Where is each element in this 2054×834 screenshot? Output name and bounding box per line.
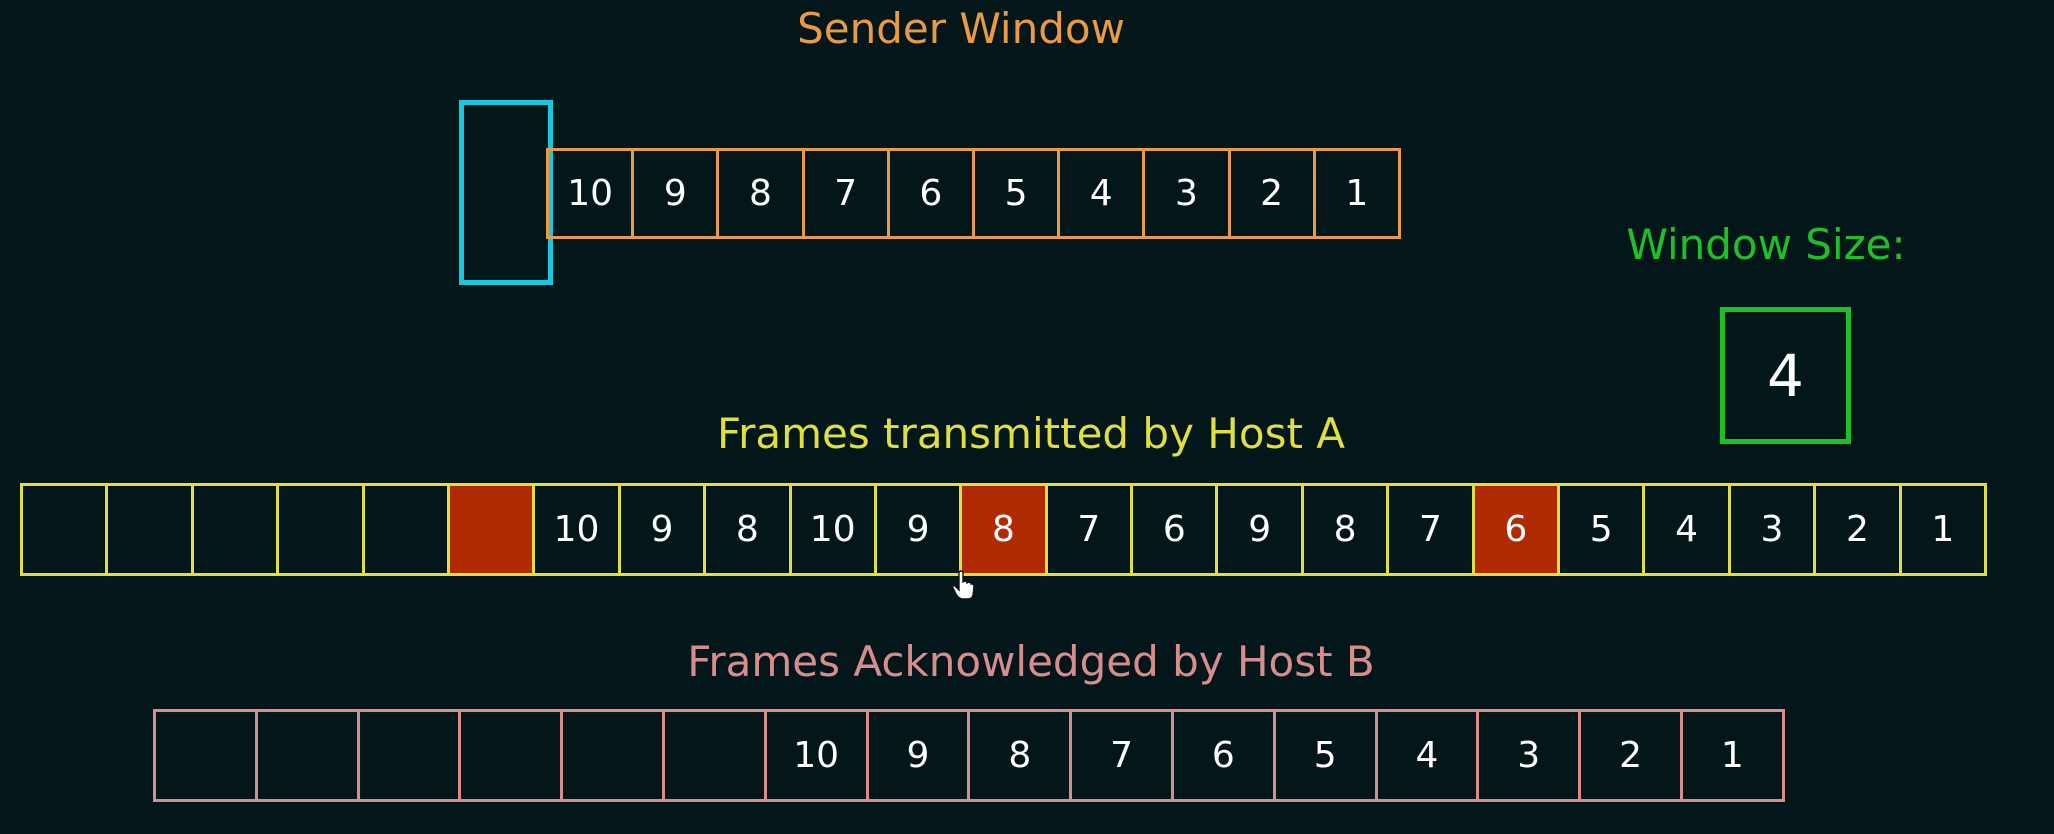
host-a-frame-cell: 8	[1301, 483, 1389, 576]
sender-frame-cell: 6	[887, 148, 975, 239]
sender-frame-cell: 9	[631, 148, 719, 239]
host-b-frame-cell: 6	[1171, 709, 1276, 802]
host-a-frame-row	[20, 483, 1987, 576]
window-size-value: 4	[1720, 307, 1851, 444]
host-a-frame-cell	[447, 483, 535, 576]
host-a-frame-cell: 1	[1899, 483, 1987, 576]
window-size-label: Window Size:	[1626, 220, 1906, 269]
host-a-frame-cell: 8	[703, 483, 791, 576]
host-a-frame-cell	[191, 483, 279, 576]
hand-pointer-icon	[952, 570, 974, 600]
sender-frame-cell: 7	[802, 148, 890, 239]
host-a-frame-cell	[362, 483, 450, 576]
host-a-frame-cell: 10	[789, 483, 877, 576]
sender-frame-cell: 10	[546, 148, 634, 239]
sender-frame-cell: 5	[972, 148, 1060, 239]
host-b-frame-cell: 9	[866, 709, 971, 802]
host-b-frame-cell	[458, 709, 563, 802]
host-b-frame-cell	[357, 709, 462, 802]
host-a-frame-cell: 9	[618, 483, 706, 576]
host-b-frame-cell	[255, 709, 360, 802]
host-b-frame-cell: 7	[1069, 709, 1174, 802]
host-b-frame-cell: 4	[1375, 709, 1480, 802]
host-a-frame-cell: 9	[874, 483, 962, 576]
host-a-title: Frames transmitted by Host A	[716, 409, 1346, 458]
host-a-frame-cell: 7	[1386, 483, 1474, 576]
host-a-frame-cell: 10	[532, 483, 620, 576]
host-b-frame-row	[153, 709, 1785, 802]
host-b-frame-cell: 1	[1680, 709, 1785, 802]
sender-window-cursor	[459, 100, 553, 285]
host-a-frame-cell: 6	[1472, 483, 1560, 576]
host-b-title: Frames Acknowledged by Host B	[687, 637, 1375, 686]
sender-window-title: Sender Window	[797, 4, 1125, 53]
sender-frame-row	[546, 148, 1401, 239]
host-b-frame-cell: 8	[967, 709, 1072, 802]
host-a-frame-cell	[20, 483, 108, 576]
host-b-frame-cell	[153, 709, 258, 802]
sender-frame-cell: 4	[1057, 148, 1145, 239]
host-a-frame-cell: 2	[1813, 483, 1901, 576]
host-a-frame-cell: 3	[1728, 483, 1816, 576]
host-a-frame-cell: 5	[1557, 483, 1645, 576]
host-b-frame-cell: 2	[1578, 709, 1683, 802]
host-a-frame-cell: 7	[1045, 483, 1133, 576]
host-a-frame-cell	[105, 483, 193, 576]
host-b-frame-cell	[560, 709, 665, 802]
host-b-frame-cell: 10	[764, 709, 869, 802]
host-a-frame-cell: 8	[959, 483, 1047, 576]
sender-frame-cell: 2	[1228, 148, 1316, 239]
host-b-frame-cell: 5	[1273, 709, 1378, 802]
host-a-frame-cell: 6	[1130, 483, 1218, 576]
host-a-frame-cell: 4	[1642, 483, 1730, 576]
host-b-frame-cell: 3	[1476, 709, 1581, 802]
sender-frame-cell: 8	[716, 148, 804, 239]
sender-frame-cell: 3	[1142, 148, 1230, 239]
host-b-frame-cell	[662, 709, 767, 802]
sender-frame-cell: 1	[1313, 148, 1401, 239]
host-a-frame-cell: 9	[1215, 483, 1303, 576]
host-a-frame-cell	[276, 483, 364, 576]
